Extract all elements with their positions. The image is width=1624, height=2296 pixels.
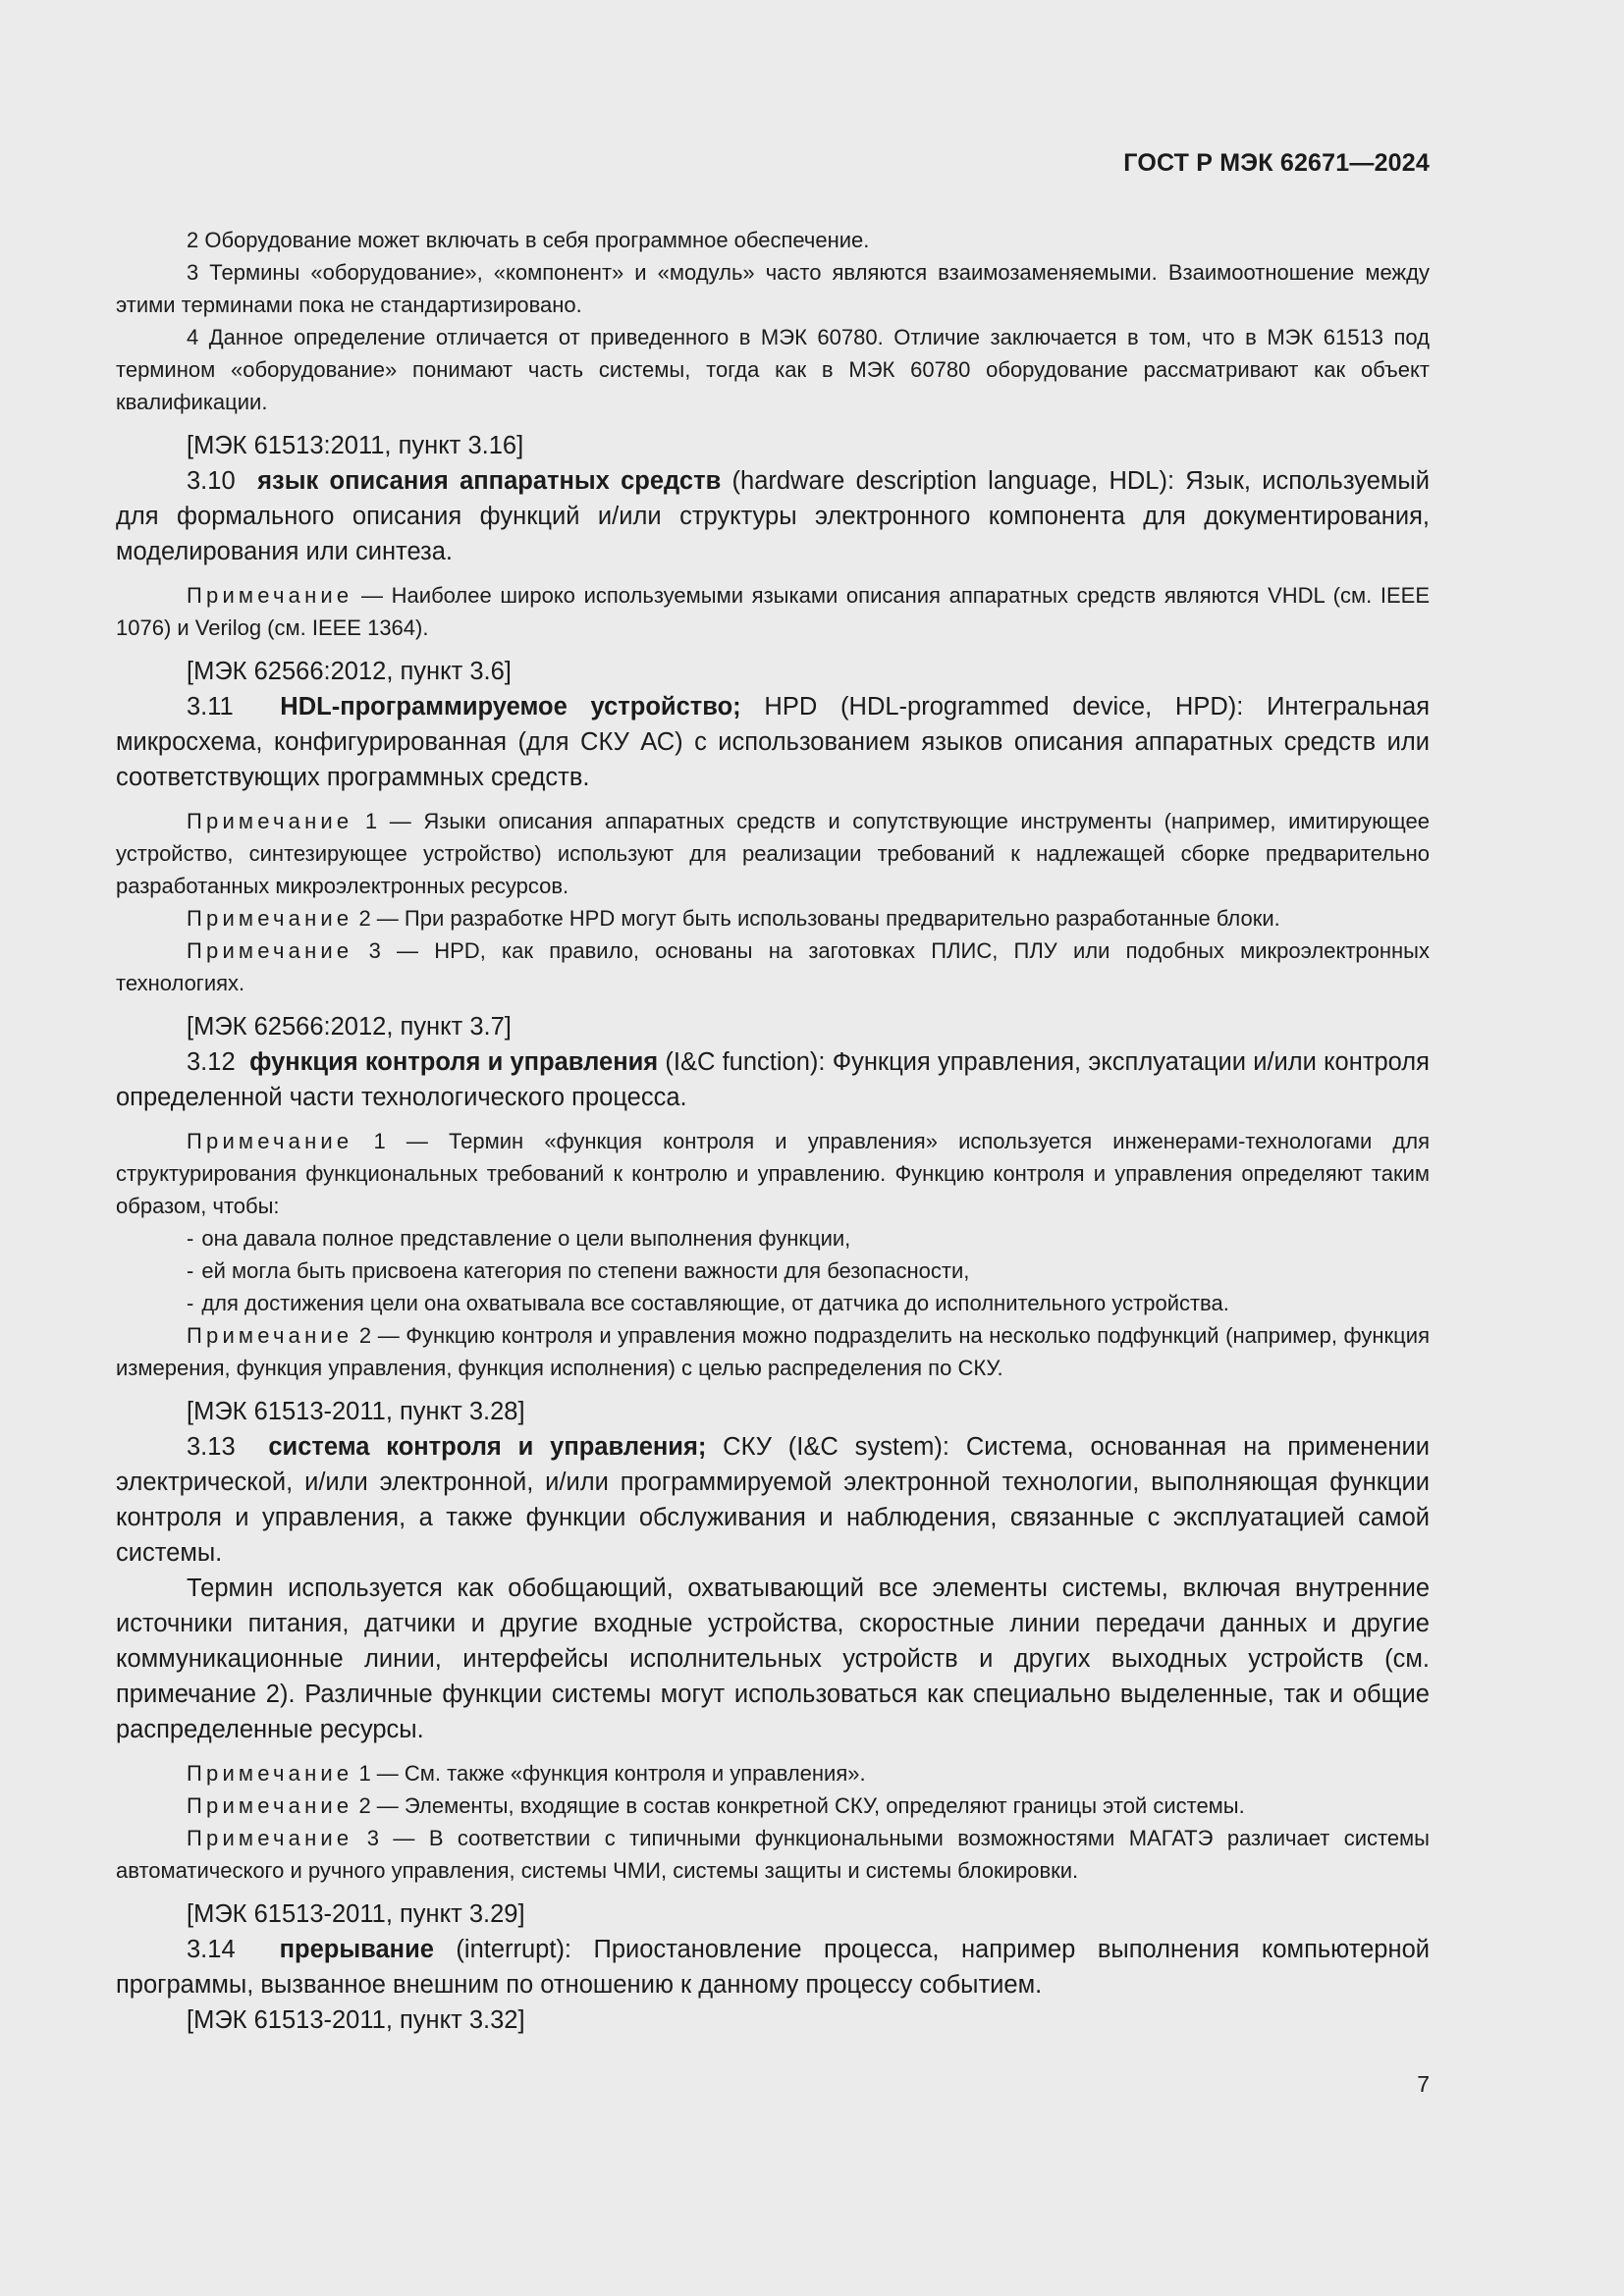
list-item xyxy=(116,1222,1430,1255)
note-2 xyxy=(116,1319,1430,1384)
term-name: функция контроля и управления xyxy=(249,1048,659,1076)
source-reference: [МЭК 61513-2011, пункт 3.32] xyxy=(187,2006,525,2034)
note-label: Примечание xyxy=(187,1793,353,1818)
term-name: прерывание xyxy=(279,1936,434,1963)
term-3-12 xyxy=(116,1044,1430,1115)
term-definition: HPD (HDL-programmed device, HPD): Интегральная микросхема, конфигурированная (для СКУ АС) с использованием языков описания аппаратных средств или соответствующих программных средств. xyxy=(116,693,1430,791)
note-label: Примечание xyxy=(187,906,353,931)
note-text: 2 — Функцию контроля и управления можно подразделить на несколько подфункций (например, функция измерения, функция управления, функция исполнения) с целью распределения по СКУ. xyxy=(116,1323,1430,1380)
term-3-13 xyxy=(116,1429,1430,1571)
note-1 xyxy=(116,1125,1430,1222)
note-3 xyxy=(116,934,1430,999)
note-3 xyxy=(116,1822,1430,1887)
source-reference: [МЭК 61513-2011, пункт 3.28] xyxy=(187,1398,525,1425)
bullet-dash: - xyxy=(187,1291,194,1315)
intro-note-3: 3 Термины «оборудование», «компонент» и «модуль» часто являются взаимозаменяемыми. Взаимоотношение между этими терминами пока не стандартизировано. xyxy=(116,260,1430,317)
list-item xyxy=(116,1255,1430,1287)
intro-note-2: 2 Оборудование может включать в себя программное обеспечение. xyxy=(187,228,870,252)
term-definition: СКУ (I&C system): Система, основанная на применении электрической, и/или электронной, и/или программируемой электронной технологии, выполняющая функции контроля и управления, а также функции обслуживания и наблюдения, связанные с эксплуатацией самой системы. xyxy=(116,1433,1430,1567)
note-text: 1 — Языки описания аппаратных средств и сопутствующие инструменты (например, имитирующее устройство, синтезирующее устройство) используют для реализации требований к надлежащей сборке предварительно разработанных микроэлектронных ресурсов. xyxy=(116,809,1430,898)
note-label: Примечание xyxy=(187,809,353,833)
note-text: 3 — В соответствии с типичными функциональными возможностями МАГАТЭ различает системы автоматического и ручного управления, системы ЧМИ, системы защиты и системы блокировки. xyxy=(116,1826,1430,1883)
term-definition: (interrupt): Приостановление процесса, например выполнения компьютерной программы, вызванное внешним по отношению к данному процессу событием. xyxy=(116,1936,1430,1999)
term-number: 3.10 xyxy=(187,467,236,495)
list-item xyxy=(116,1287,1430,1319)
list-item-text: она давала полное представление о цели выполнения функции, xyxy=(201,1226,851,1251)
source-reference: [МЭК 62566:2012, пункт 3.7] xyxy=(187,1013,512,1041)
note-2 xyxy=(116,902,1430,934)
term-definition: (hardware description language, HDL): Язык, используемый для формального описания функций и/или структуры электронного компонента для документирования, моделирования или синтеза. xyxy=(116,467,1430,565)
bullet-dash: - xyxy=(187,1258,194,1283)
term-3-10 xyxy=(116,463,1430,569)
note-label: Примечание xyxy=(187,583,353,608)
list-item-text: для достижения цели она охватывала все составляющие, от датчика до исполнительного устройства. xyxy=(201,1291,1229,1315)
page-content xyxy=(116,224,1430,2038)
note-1 xyxy=(116,1757,1430,1789)
intro-note-4: 4 Данное определение отличается от приведенного в МЭК 60780. Отличие заключается в том, что в МЭК 61513 под термином «оборудование» понимают часть системы, тогда как в МЭК 60780 оборудование рассматривают как объект квалификации. xyxy=(116,325,1430,414)
note-label: Примечание xyxy=(187,1129,353,1153)
note-text: — Наиболее широко используемыми языками описания аппаратных средств являются VHDL (см. IEEE 1076) и Verilog (см. IEEE 1364). xyxy=(116,583,1430,640)
note-text: 1 — См. также «функция контроля и управления». xyxy=(352,1761,866,1786)
page-number: 7 xyxy=(1417,2071,1430,2097)
term-name: система контроля и управления; xyxy=(268,1433,707,1461)
term-number: 3.14 xyxy=(187,1936,236,1963)
source-reference: [МЭК 62566:2012, пункт 3.6] xyxy=(187,658,512,685)
list-item-text: ей могла быть присвоена категория по степени важности для безопасности, xyxy=(201,1258,970,1283)
source-reference: [МЭК 61513:2011, пункт 3.16] xyxy=(187,432,524,459)
document-header: ГОСТ Р МЭК 62671—2024 xyxy=(1123,149,1430,177)
source-reference: [МЭК 61513-2011, пункт 3.29] xyxy=(187,1900,525,1928)
term-number: 3.11 xyxy=(187,693,234,721)
note-text: 2 — Элементы, входящие в состав конкретной СКУ, определяют границы этой системы. xyxy=(352,1793,1245,1818)
term-3-14 xyxy=(116,1932,1430,2002)
note-1 xyxy=(116,805,1430,902)
term-3-11 xyxy=(116,689,1430,795)
note-label: Примечание xyxy=(187,938,353,963)
note-text: 2 — При разработке HPD могут быть использованы предварительно разработанные блоки. xyxy=(352,906,1280,931)
note-text: 3 — HPD, как правило, основаны на заготовках ПЛИС, ПЛУ или подобных микроэлектронных технологиях. xyxy=(116,938,1430,995)
term-number: 3.13 xyxy=(187,1433,236,1461)
note-label: Примечание xyxy=(187,1323,353,1348)
note-2 xyxy=(116,1789,1430,1822)
term-name: HDL-программируемое устройство; xyxy=(280,693,741,721)
term-explanation: Термин используется как обобщающий, охватывающий все элементы системы, включая внутренние источники питания, датчики и другие входные устройства, скоростные линии передачи данных и другие коммуникационные линии, интерфейсы исполнительных устройств и других выходных устройств (см. примечание 2). Различные функции системы могут использоваться как специально выделенные, так и общие распределенные ресурсы. xyxy=(116,1575,1430,1743)
term-definition: (I&C function): Функция управления, эксплуатации и/или контроля определенной части технологического процесса. xyxy=(116,1048,1430,1111)
note-label: Примечание xyxy=(187,1826,353,1850)
bullet-dash: - xyxy=(187,1226,194,1251)
note-text: 1 — Термин «функция контроля и управления» используется инженерами-технологами для структурирования функциональных требований к контролю и управлению. Функцию контроля и управления определяют таким образом, чтобы: xyxy=(116,1129,1430,1218)
note-label: Примечание xyxy=(187,1761,353,1786)
note xyxy=(116,579,1430,644)
term-number: 3.12 xyxy=(187,1048,236,1076)
term-name: язык описания аппаратных средств xyxy=(257,467,722,495)
